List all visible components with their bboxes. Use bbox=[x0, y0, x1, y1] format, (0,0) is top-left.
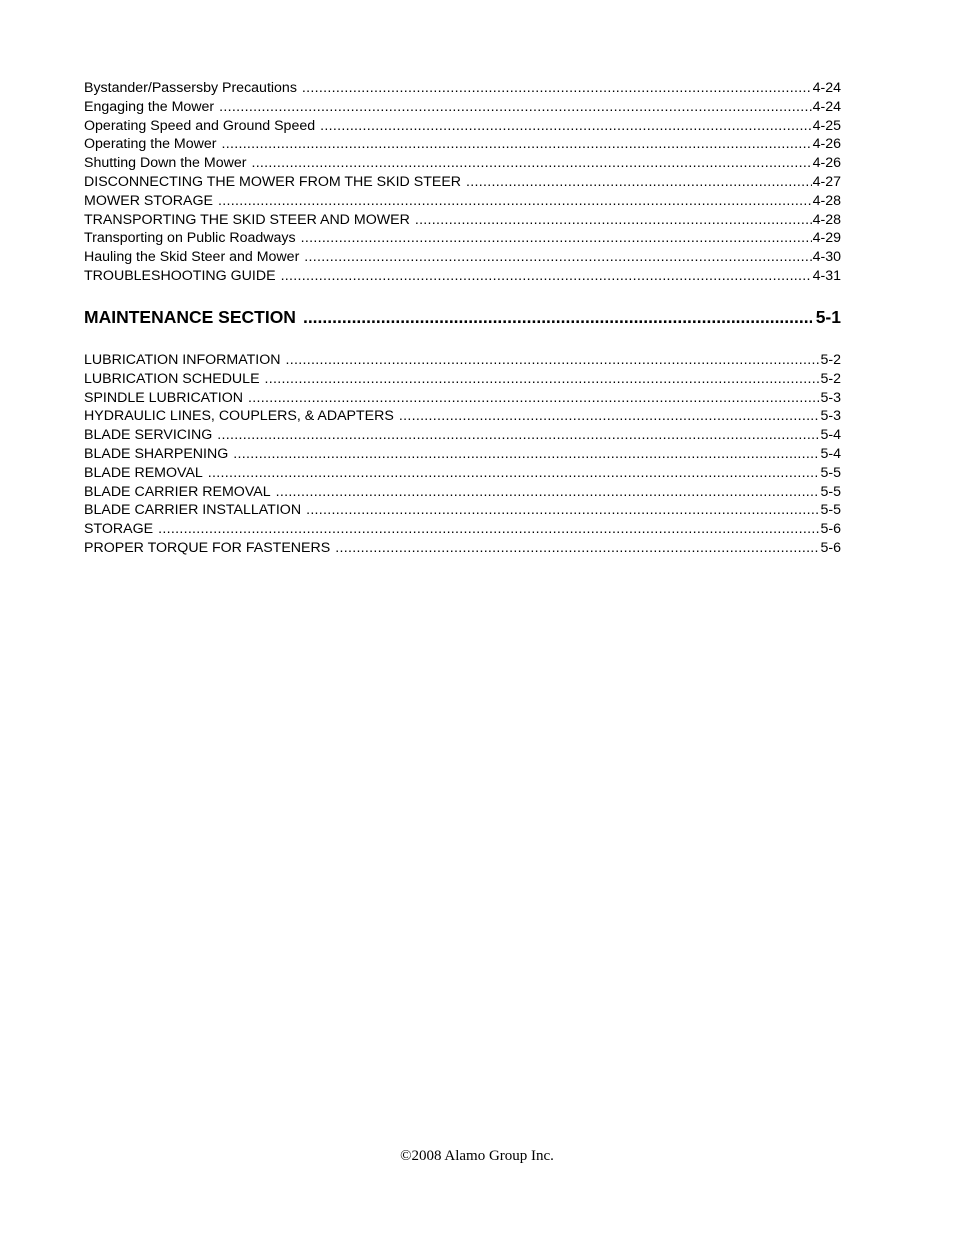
toc-entry[interactable] bbox=[84, 229, 841, 248]
leader-dots bbox=[303, 305, 812, 329]
toc-entry-page: 5-3 bbox=[820, 389, 841, 406]
leader-dots bbox=[304, 248, 811, 267]
toc-entry[interactable] bbox=[84, 501, 841, 520]
toc-entry-page: 4-24 bbox=[812, 98, 841, 115]
toc-entry[interactable] bbox=[84, 211, 841, 230]
toc-entry[interactable] bbox=[84, 267, 841, 286]
leader-dots bbox=[320, 117, 811, 136]
leader-dots bbox=[217, 426, 819, 445]
toc-entry[interactable] bbox=[84, 98, 841, 117]
toc-entry[interactable] bbox=[84, 154, 841, 173]
toc-list-operation bbox=[84, 79, 841, 286]
toc-entry-page: 5-6 bbox=[820, 539, 841, 556]
copyright-footer: ©2008 Alamo Group Inc. bbox=[400, 1148, 554, 1164]
leader-dots bbox=[265, 370, 820, 389]
toc-entry-label: HYDRAULIC LINES, COUPLERS, & ADAPTERS bbox=[84, 408, 394, 425]
leader-dots bbox=[248, 389, 819, 408]
toc-entry-page: 4-26 bbox=[812, 155, 841, 172]
toc-entry-page: 4-28 bbox=[812, 192, 841, 209]
toc-entry-label: BLADE CARRIER REMOVAL bbox=[84, 483, 271, 500]
toc-entry-page: 5-2 bbox=[820, 370, 841, 387]
leader-dots bbox=[415, 211, 812, 230]
toc-entry[interactable] bbox=[84, 389, 841, 408]
toc-entry[interactable] bbox=[84, 135, 841, 154]
leader-dots bbox=[233, 445, 819, 464]
toc-entry-page: 5-4 bbox=[820, 427, 841, 444]
toc-entry[interactable] bbox=[84, 351, 841, 370]
toc-entry-label: SPINDLE LUBRICATION bbox=[84, 389, 243, 406]
section-heading-maintenance[interactable] bbox=[84, 305, 841, 329]
toc-entry-label: BLADE REMOVAL bbox=[84, 464, 203, 481]
leader-dots bbox=[219, 98, 811, 117]
leader-dots bbox=[218, 192, 812, 211]
leader-dots bbox=[281, 267, 812, 286]
leader-dots bbox=[399, 407, 820, 426]
toc-entry-page: 4-25 bbox=[812, 117, 841, 134]
toc-entry-label: TRANSPORTING THE SKID STEER AND MOWER bbox=[84, 211, 410, 228]
toc-entry[interactable] bbox=[84, 248, 841, 267]
toc-entry[interactable] bbox=[84, 539, 841, 558]
toc-entry[interactable] bbox=[84, 464, 841, 483]
toc-entry-label: BLADE CARRIER INSTALLATION bbox=[84, 502, 302, 519]
toc-entry-label: LUBRICATION INFORMATION bbox=[84, 352, 281, 368]
toc-entry-label: TROUBLESHOOTING GUIDE bbox=[84, 267, 276, 284]
toc-entry[interactable] bbox=[84, 407, 841, 426]
toc-entry-page: 5-5 bbox=[820, 464, 841, 481]
toc-entry-page: 5-2 bbox=[820, 352, 841, 368]
toc-entry-page: 5-4 bbox=[820, 445, 841, 462]
toc-entry[interactable] bbox=[84, 370, 841, 389]
toc-entry-label: LUBRICATION SCHEDULE bbox=[84, 370, 260, 387]
toc-entry-label: DISCONNECTING THE MOWER FROM THE SKID STEER bbox=[84, 173, 462, 190]
toc-entry-page: 5-5 bbox=[820, 483, 841, 500]
toc-entry[interactable] bbox=[84, 117, 841, 136]
toc-entry[interactable] bbox=[84, 483, 841, 502]
toc-entry-label: BLADE SERVICING bbox=[84, 427, 213, 444]
toc-entry[interactable] bbox=[84, 426, 841, 445]
toc-entry-page: 4-30 bbox=[812, 249, 841, 266]
toc-entry-label: Hauling the Skid Steer and Mower bbox=[84, 249, 300, 266]
toc-entry-label: Engaging the Mower bbox=[84, 98, 215, 115]
toc-entry-page: 4-29 bbox=[812, 230, 841, 247]
toc-entry-page: 4-27 bbox=[812, 173, 841, 190]
toc-entry-label: BLADE SHARPENING bbox=[84, 445, 229, 462]
leader-dots bbox=[302, 79, 812, 98]
toc-entry[interactable] bbox=[84, 445, 841, 464]
leader-dots bbox=[276, 483, 820, 502]
toc-entry-label: Bystander/Passersby Precautions bbox=[84, 80, 297, 96]
leader-dots bbox=[286, 351, 820, 370]
toc-entry[interactable] bbox=[84, 520, 841, 539]
toc-entry-page: 4-31 bbox=[812, 267, 841, 284]
toc-entry-label: Transporting on Public Roadways bbox=[84, 230, 296, 247]
toc-entry[interactable] bbox=[84, 173, 841, 192]
leader-dots bbox=[466, 173, 812, 192]
leader-dots bbox=[221, 135, 811, 154]
toc-entry-label: Operating Speed and Ground Speed bbox=[84, 117, 316, 134]
toc-list-maintenance bbox=[84, 351, 841, 558]
toc-entry[interactable] bbox=[84, 79, 841, 98]
toc-entry-label: Shutting Down the Mower bbox=[84, 155, 247, 172]
toc-entry-page: 4-28 bbox=[812, 211, 841, 228]
toc-entry-page: 5-3 bbox=[820, 408, 841, 425]
leader-dots bbox=[301, 229, 812, 248]
toc-entry-page: 5-6 bbox=[820, 521, 841, 538]
leader-dots bbox=[251, 154, 811, 173]
section-heading-label: MAINTENANCE SECTION bbox=[84, 307, 296, 327]
toc-entry-page: 4-26 bbox=[812, 136, 841, 153]
toc-entry-label: PROPER TORQUE FOR FASTENERS bbox=[84, 539, 331, 556]
leader-dots bbox=[158, 520, 819, 539]
leader-dots bbox=[306, 501, 819, 520]
toc-entry[interactable] bbox=[84, 192, 841, 211]
toc-entry-page: 4-24 bbox=[812, 80, 841, 96]
toc-entry-page: 5-5 bbox=[820, 502, 841, 519]
leader-dots bbox=[208, 464, 820, 483]
leader-dots bbox=[335, 539, 819, 558]
toc-entry-label: MOWER STORAGE bbox=[84, 192, 214, 209]
toc-entry-label: Operating the Mower bbox=[84, 136, 217, 153]
section-heading-page: 5-1 bbox=[815, 307, 841, 327]
toc-entry-label: STORAGE bbox=[84, 521, 154, 538]
